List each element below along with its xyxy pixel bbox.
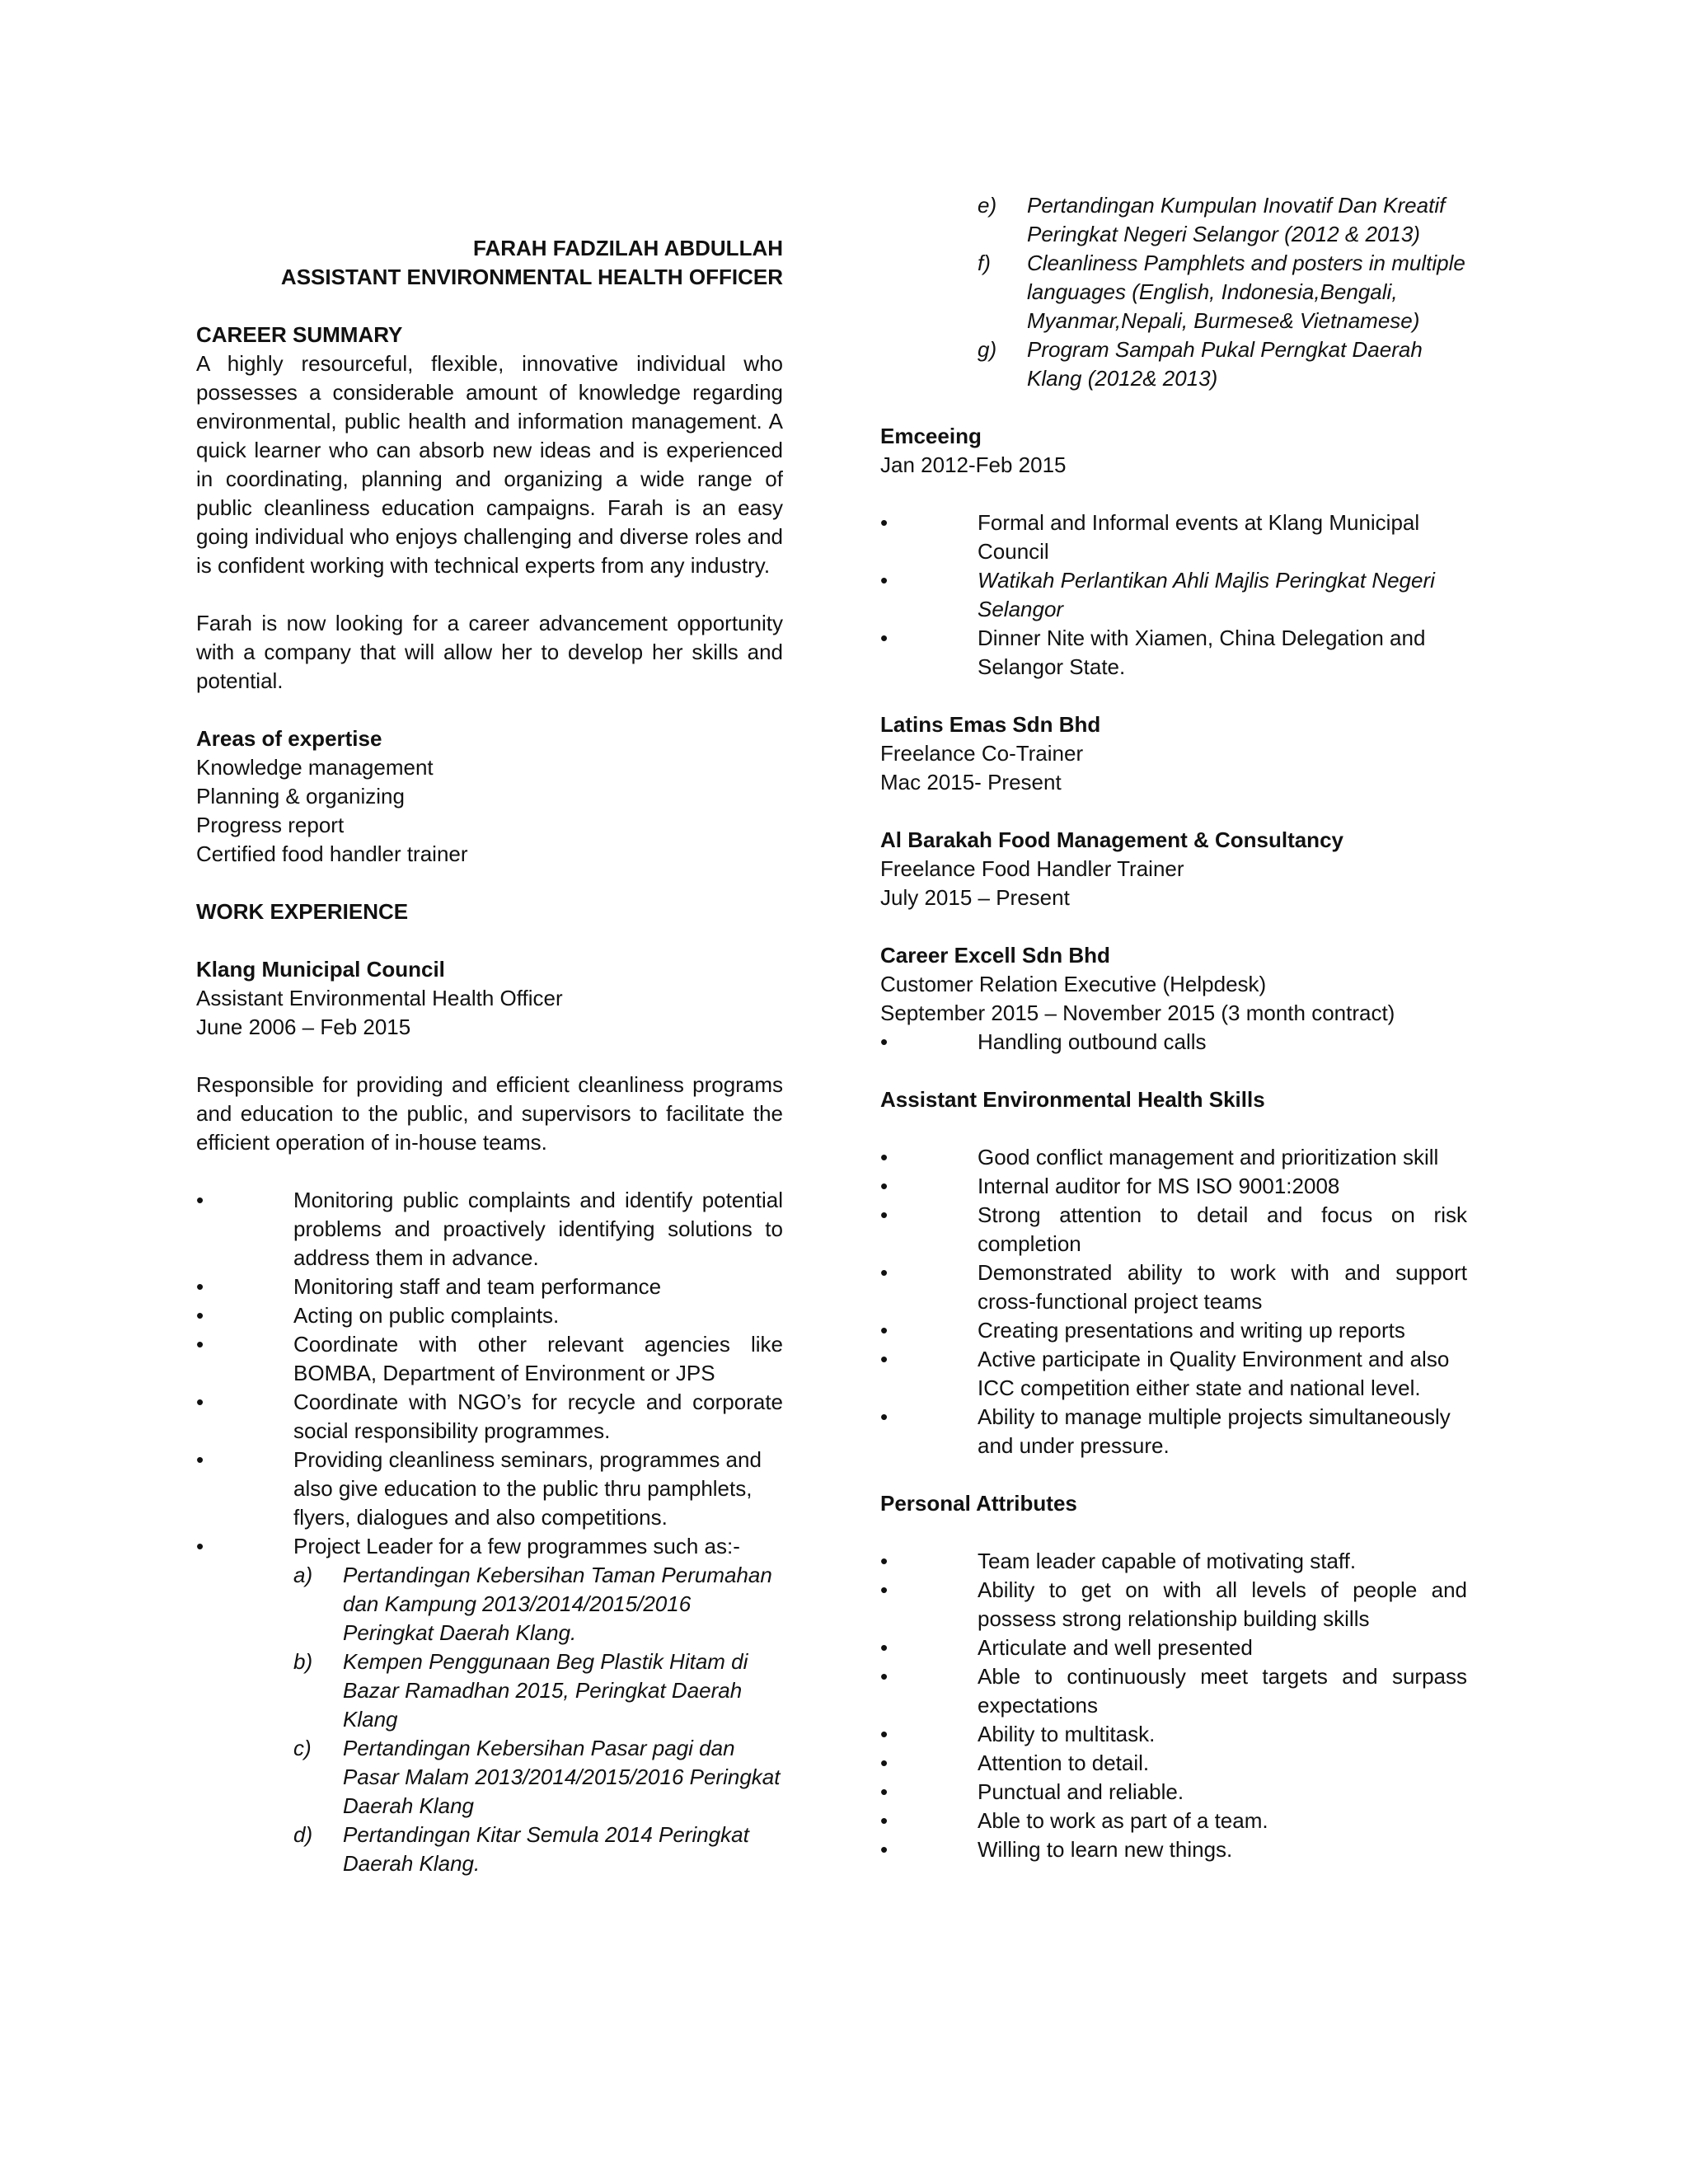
bullet-icon: • — [880, 1174, 889, 1198]
skills-list — [880, 1143, 1467, 1460]
expertise-heading: Areas of expertise — [196, 726, 382, 751]
list-item: • Able to continuously meet targets and surpass expectations — [880, 1664, 1467, 1718]
emceeing-list — [880, 509, 1467, 682]
bullet-icon: • — [880, 1318, 889, 1343]
career-summary-paragraph-1: A highly resourceful, flexible, innovative individual who possesses a considerable amount of knowledge regarding environmental, public health and information management. A quick learner who can absorb new ideas and is experienced in coordinating, planning and organizing a wide range of public cleanliness education campaigns. Farah is an easy going individual who enjoys challenging and diverse roles and is confident working with technical experts from any industry. — [196, 351, 783, 578]
programme-item: b) Kempen Penggunaan Beg Plastik Hitam di Bazar Ramadhan 2015, Peringkat Daerah Klang — [293, 1649, 748, 1732]
list-item: • Able to work as part of a team. — [880, 1807, 1467, 1835]
bullet-icon: • — [880, 1347, 889, 1371]
bullet-icon: • — [196, 1274, 204, 1299]
bullet-icon: • — [196, 1390, 204, 1414]
bullet-icon: • — [196, 1534, 204, 1558]
klang-role: Assistant Environmental Health Officer — [196, 986, 563, 1010]
list-item: • Attention to detail. — [880, 1749, 1467, 1778]
bullet-icon: • — [196, 1447, 204, 1472]
attributes-list — [880, 1547, 1467, 1864]
bullet-icon: • — [880, 1202, 889, 1227]
programme-list — [293, 1561, 783, 1878]
bullet-icon: • — [880, 1837, 889, 1862]
list-item: • Demonstrated ability to work with and support cross-functional project teams — [880, 1260, 1467, 1314]
albarakah-role: Freelance Food Handler Trainer — [880, 856, 1184, 881]
list-item: • Good conflict management and prioritization skill — [880, 1143, 1467, 1172]
programme-item: c) Pertandingan Kebersihan Pasar pagi dan Pasar Malam 2013/2014/2015/2016 Peringkat Daerah Klang — [293, 1736, 781, 1818]
emceeing-heading: Emceeing — [880, 424, 982, 448]
job-title: ASSISTANT ENVIRONMENTAL HEALTH OFFICER — [280, 265, 783, 289]
list-item: • Willing to learn new things. — [880, 1835, 1467, 1864]
list-item: • Articulate and well presented — [880, 1633, 1467, 1662]
left-column — [196, 234, 783, 1878]
expertise-item: Knowledge management — [196, 755, 434, 780]
bullet-icon: • — [880, 1029, 889, 1054]
list-item: • Ability to manage multiple projects simultaneously and under pressure. — [880, 1404, 1451, 1458]
albarakah-dates: July 2015 – Present — [880, 885, 1070, 910]
bullet-icon: • — [880, 1577, 889, 1602]
list-item: • Ability to multitask. — [880, 1720, 1467, 1749]
bullet-icon: • — [880, 1145, 889, 1169]
list-item: • Watikah Perlantikan Ahli Majlis Peringkat Negeri Selangor — [880, 568, 1435, 621]
bullet-icon: • — [880, 1779, 889, 1804]
list-item: • Providing cleanliness seminars, programmes and also give education to the public thru pamphlets, flyers, dialogues and also competitions. — [196, 1447, 762, 1530]
list-item: • Creating presentations and writing up reports — [880, 1316, 1467, 1345]
career-excell-role: Customer Relation Executive (Helpdesk) — [880, 972, 1267, 996]
list-item: • Monitoring staff and team performance — [196, 1272, 783, 1301]
expertise-item: Certified food handler trainer — [196, 841, 468, 866]
list-item: • Coordinate with other relevant agencies like BOMBA, Department of Environment or JPS — [196, 1332, 783, 1385]
bullet-icon: • — [880, 1722, 889, 1746]
expertise-list — [196, 753, 783, 869]
bullet-icon: • — [196, 1303, 204, 1328]
latins-company: Latins Emas Sdn Bhd — [880, 712, 1101, 737]
bullet-icon: • — [880, 1260, 889, 1285]
list-item: • Dinner Nite with Xiamen, China Delegation and Selangor State. — [880, 626, 1426, 679]
emceeing-dates: Jan 2012-Feb 2015 — [880, 452, 1067, 477]
list-item: • Punctual and reliable. — [880, 1778, 1467, 1807]
programme-item: g) Program Sampah Pukal Perngkat Daerah Klang (2012& 2013) — [978, 337, 1423, 391]
albarakah-company: Al Barakah Food Management & Consultancy — [880, 827, 1343, 852]
career-summary-paragraph-2: Farah is now looking for a career advancement opportunity with a company that will allow her to develop her skills and potential. — [196, 611, 783, 693]
resume-header — [196, 234, 783, 292]
career-excell-company: Career Excell Sdn Bhd — [880, 943, 1110, 968]
list-item: • Team leader capable of motivating staff. — [880, 1547, 1467, 1576]
expertise-item: Progress report — [196, 813, 345, 837]
right-column — [880, 191, 1467, 1864]
candidate-name: FARAH FADZILAH ABDULLAH — [473, 236, 783, 260]
latins-role: Freelance Co-Trainer — [880, 741, 1084, 766]
klang-dates: June 2006 – Feb 2015 — [196, 1015, 411, 1039]
bullet-icon: • — [880, 1635, 889, 1660]
programme-list-continued — [978, 191, 1467, 393]
bullet-icon: • — [880, 1808, 889, 1833]
work-experience-heading: WORK EXPERIENCE — [196, 899, 409, 924]
bullet-icon: • — [880, 510, 889, 535]
list-item: • Strong attention to detail and focus on risk completion — [880, 1202, 1467, 1256]
list-item: • Formal and Informal events at Klang Municipal Council — [880, 510, 1420, 564]
bullet-icon: • — [880, 1664, 889, 1689]
career-summary-heading: CAREER SUMMARY — [196, 322, 403, 347]
list-item: • Acting on public complaints. — [196, 1301, 783, 1330]
expertise-item: Planning & organizing — [196, 784, 405, 808]
latins-dates: Mac 2015- Present — [880, 770, 1062, 794]
list-item: • Monitoring public complaints and identify potential problems and proactively identifying solutions to address them in advance. — [196, 1188, 783, 1270]
skills-heading: Assistant Environmental Health Skills — [880, 1087, 1265, 1112]
bullet-icon: • — [196, 1332, 204, 1357]
attributes-heading: Personal Attributes — [880, 1491, 1077, 1516]
list-item: • Project Leader for a few programmes such as:- a) Pertandingan Kebersihan Taman Perumahan dan Kampung 2013/2014/2015/2016 Peringkat Daerah Klang. b) Kempen Penggunaan Beg Plastik Hitam di Bazar Ramadhan 2015, Peringkat Daerah Klang c) Pertandingan Kebersihan Pasar pagi dan Pasar Malam 2013/2014/2015/2016 Peringkat Daerah Klang d) Pertandingan Kitar Semula 2014 Peringkat Daerah Klang. — [196, 1532, 783, 1878]
klang-responsibilities — [196, 1186, 783, 1878]
list-item: • Ability to get on with all levels of people and possess strong relationship building skills — [880, 1577, 1467, 1631]
career-excell-dates: September 2015 – November 2015 (3 month contract) — [880, 1001, 1395, 1025]
bullet-icon: • — [880, 1750, 889, 1775]
programme-item: e) Pertandingan Kumpulan Inovatif Dan Kreatif Peringkat Negeri Selangor (2012 & 2013) — [978, 193, 1446, 246]
bullet-icon: • — [196, 1188, 204, 1212]
list-item: • Active participate in Quality Environment and also ICC competition either state and national level. — [880, 1347, 1450, 1400]
programme-item: d) Pertandingan Kitar Semula 2014 Peringkat Daerah Klang. — [293, 1822, 749, 1876]
programme-item: a) Pertandingan Kebersihan Taman Perumahan dan Kampung 2013/2014/2015/2016 Peringkat Daerah Klang. — [293, 1563, 772, 1645]
list-item: • Coordinate with NGO’s for recycle and corporate social responsibility programmes. — [196, 1390, 783, 1443]
career-excell-list — [880, 1028, 1467, 1057]
bullet-icon: • — [880, 568, 889, 593]
list-item: • Internal auditor for MS ISO 9001:2008 — [880, 1172, 1467, 1201]
programme-item: f) Cleanliness Pamphlets and posters in multiple languages (English, Indonesia,Bengali, Myanmar,Nepali, Burmese& Vietnamese) — [978, 251, 1465, 333]
bullet-icon: • — [880, 626, 889, 650]
klang-description: Responsible for providing and efficient cleanliness programs and education to the public, and supervisors to facilitate the efficient operation of in-house teams. — [196, 1072, 783, 1155]
bullet-icon: • — [880, 1549, 889, 1573]
klang-company: Klang Municipal Council — [196, 957, 445, 982]
list-item: • Handling outbound calls — [880, 1028, 1467, 1057]
bullet-icon: • — [880, 1404, 889, 1429]
